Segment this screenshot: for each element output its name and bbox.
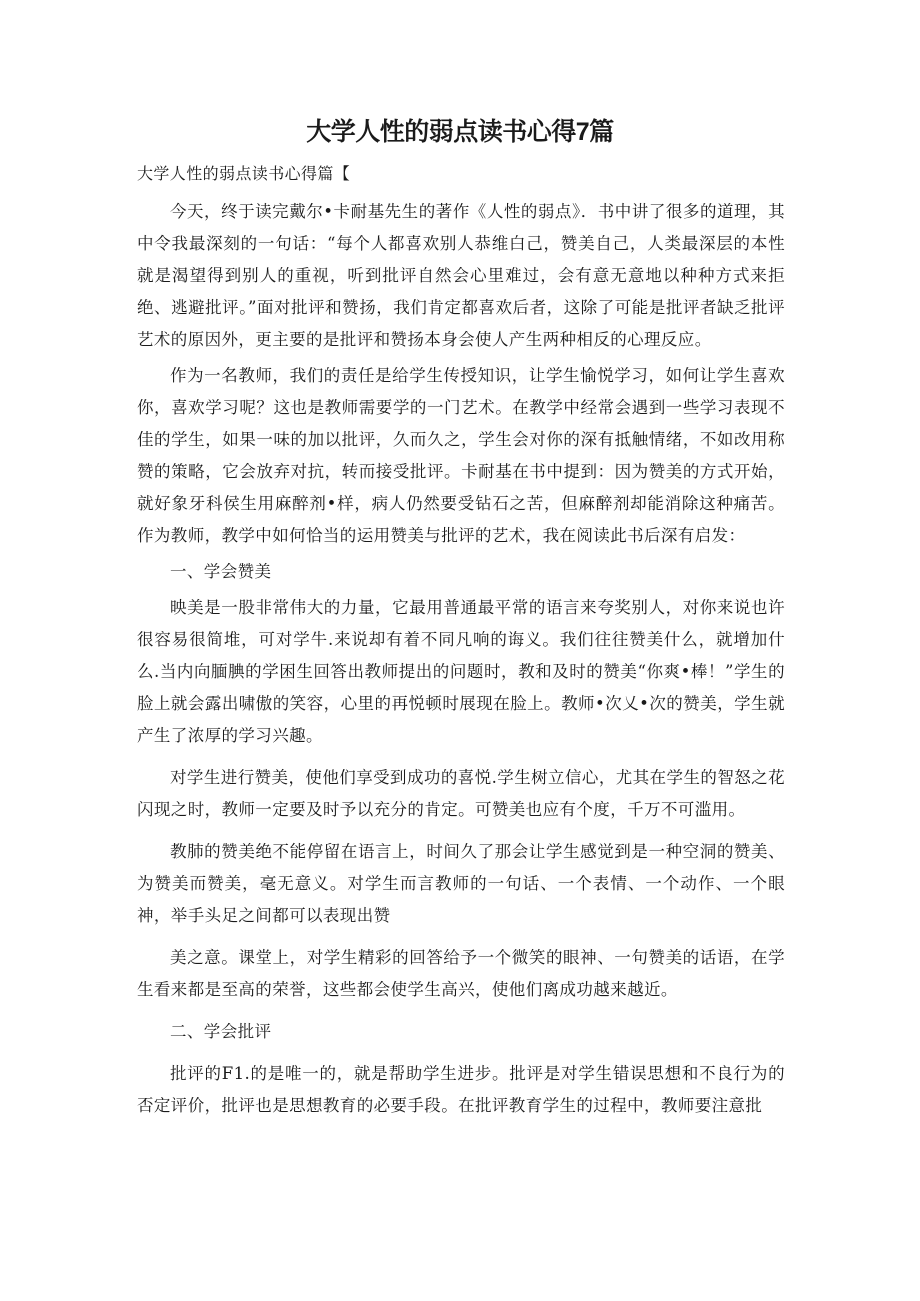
paragraph-7: 批评的F1.的是唯一的，就是帮助学生进步。批评是对学生错误思想和不良行为的否定评价，批评也是思想教育的必要手段。在批评教育学生的过程中，教师要注意批 [137, 1064, 785, 1115]
paragraph-6: 美之意。课堂上，对学生精彩的回答给予一个微笑的眼神、一句赞美的话语，在学生看来都是至高的荣誉，这些都会使学生高兴，使他们离成功越来越近。 [137, 948, 785, 999]
paragraph-3: 映美是一股非常伟大的力量，它最用普通最平常的语言来夸奖别人，对你来说也许很容易很简堆，可对学牛.来说却有着不同凡响的诲义。我们往往赞美什么，就增加什么.当内向腼腆的学困生回答出教师提出的问题时，教和及时的赞美“你爽•棒！”学生的脸上就会露出啸傲的笑容，心里的再悦顿时展现在脸上。教师•次乂•次的赞美，学生就产生了浓厚的学习兴趣。 [137, 598, 785, 745]
section-heading-criticism: 二、学会批评 [170, 1022, 272, 1041]
document-body [137, 158, 785, 1122]
paragraph-4: 对学生进行赞美，使他们享受到成功的喜悦.学生树立信心，尤其在学生的智怒之花闪现之时，教师一定要及时予以充分的肯定。可赞美也应有个度，千万不可滥用。 [137, 768, 785, 819]
paragraph-1: 今天，终于读完戴尔•卡耐基先生的著作《人性的弱点》．书中讲了很多的道理，其中令我最深刻的一句话：“每个人都喜欢别人恭维白己，赞美自己，人类最深层的本性就是渴望得到别人的重视，听到批评自然会心里难过，会有意无意地以种种方式来拒绝、逃避批评。”面对批评和赞扬，我们肯定都喜欢后者，这除了可能是批评者缺乏批评艺术的原因外，更主要的是批评和赞扬本身会使人产生两种相反的心理反应。 [137, 202, 785, 349]
section-heading-praise: 一、学会赞美 [170, 562, 272, 581]
document-title: 大学人性的弱点读书心得7篇 [306, 118, 614, 146]
paragraph-2: 作为一名教师，我们的责任是给学生传授知识，让学生愉悦学习，如何让学生喜欢你，喜欢学习呢？这也是教师需要学的一门艺术。在教学中经常会遇到一些学习表现不佳的学生，如果一味的加以批评，久而久之，学生会对你的深有抵触情绪，不如改用称赞的策略，它会放弃对抗，转而接受批评。卡耐基在书中提到：因为赞美的方式开始，就好象牙科侯生用麻醉剂•样，病人仍然要受钻石之苦，但麻醉剂却能消除这种痛苦。作为教师，教学中如何恰当的运用赞美与批评的艺术，我在阅读此书后深有启发： [137, 366, 785, 545]
section-subtitle: 大学人性的弱点读书心得篇【 [137, 164, 351, 183]
paragraph-5: 教肺的赞美绝不能停留在语言上，时间久了那会让学生感觉到是一种空洞的赞美、为赞美而赞美，毫无意义。对学生而言教师的一句话、一个表情、一个动作、一个眼神，举手头足之间都可以表现出赞 [137, 842, 785, 925]
